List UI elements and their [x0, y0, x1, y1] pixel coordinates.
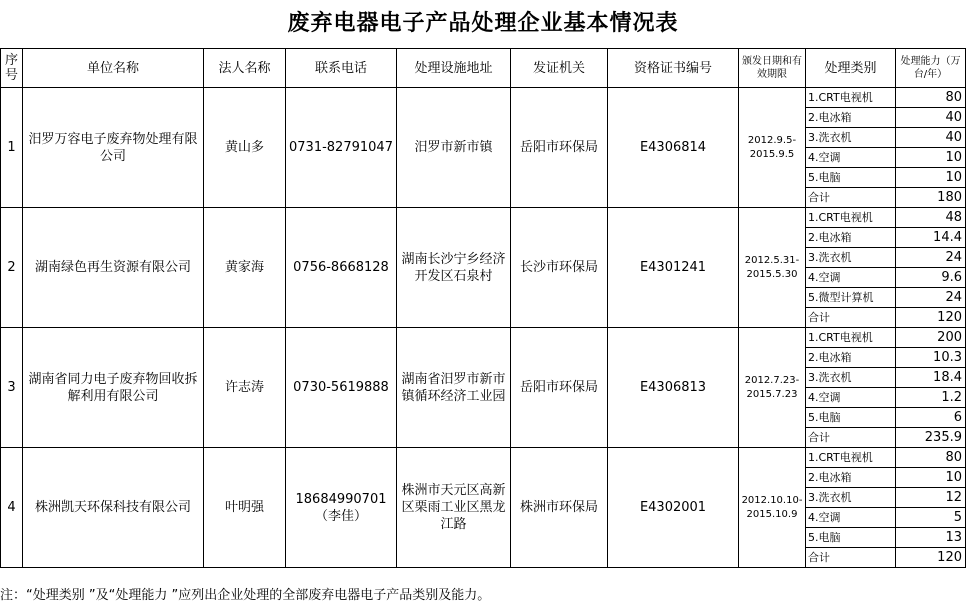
- header-address: 处理设施地址: [397, 49, 511, 88]
- cell-category: 3.洗衣机: [806, 488, 896, 508]
- cell-phone: 0731-82791047: [286, 88, 397, 208]
- cell-seq: 3: [1, 328, 23, 448]
- cell-unit: 株洲凯天环保科技有限公司: [23, 448, 204, 568]
- cell-category: 合计: [806, 548, 896, 568]
- header-phone: 联系电话: [286, 49, 397, 88]
- cell-cert: E4306813: [608, 328, 739, 448]
- footnote: 注：“处理类别 ”及“处理能力 ”应列出企业处理的全部废弃电器电子产品类别及能力。: [0, 588, 491, 603]
- cell-category: 4.空调: [806, 388, 896, 408]
- cell-category: 5.微型计算机: [806, 288, 896, 308]
- header-unit: 单位名称: [23, 49, 204, 88]
- cell-capacity: 12: [896, 488, 966, 508]
- cell-category: 3.洗衣机: [806, 128, 896, 148]
- cell-unit: 汨罗万容电子废弃物处理有限公司: [23, 88, 204, 208]
- cell-seq: 2: [1, 208, 23, 328]
- cell-capacity: 24: [896, 288, 966, 308]
- cell-category: 2.电冰箱: [806, 228, 896, 248]
- cell-category: 4.空调: [806, 508, 896, 528]
- cell-unit: 湖南绿色再生资源有限公司: [23, 208, 204, 328]
- cell-category: 5.电脑: [806, 168, 896, 188]
- cell-category: 合计: [806, 428, 896, 448]
- header-seq: 序号: [1, 49, 23, 88]
- table-body: [1, 88, 966, 568]
- cell-date: 2012.9.5-2015.9.5: [739, 88, 806, 208]
- cell-phone: 0730-5619888: [286, 328, 397, 448]
- header-capacity: 处理能力（万台/年）: [896, 49, 966, 88]
- cell-category: 3.洗衣机: [806, 248, 896, 268]
- cell-category: 4.空调: [806, 268, 896, 288]
- cell-capacity: 18.4: [896, 368, 966, 388]
- cell-cert: E4306814: [608, 88, 739, 208]
- header-date: 颁发日期和有效期限: [739, 49, 806, 88]
- cell-seq: 4: [1, 448, 23, 568]
- cell-capacity: 9.6: [896, 268, 966, 288]
- cell-date: 2012.7.23-2015.7.23: [739, 328, 806, 448]
- cell-address: 株洲市天元区高新区栗雨工业区黑龙江路: [397, 448, 511, 568]
- header-row: [1, 49, 966, 88]
- cell-unit: 湖南省同力电子废弃物回收拆解利用有限公司: [23, 328, 204, 448]
- header-category: 处理类别: [806, 49, 896, 88]
- cell-category: 合计: [806, 188, 896, 208]
- cell-phone: 0756-8668128: [286, 208, 397, 328]
- cell-category: 2.电冰箱: [806, 108, 896, 128]
- cell-category: 2.电冰箱: [806, 468, 896, 488]
- cell-address: 湖南长沙宁乡经济开发区石泉村: [397, 208, 511, 328]
- cell-category: 5.电脑: [806, 528, 896, 548]
- cell-capacity: 10: [896, 148, 966, 168]
- cell-category: 5.电脑: [806, 408, 896, 428]
- cell-capacity: 80: [896, 88, 966, 108]
- cell-capacity: 180: [896, 188, 966, 208]
- cell-capacity: 6: [896, 408, 966, 428]
- cell-category: 3.洗衣机: [806, 368, 896, 388]
- table-title: 废弃电器电子产品处理企业基本情况表: [287, 11, 679, 36]
- cell-capacity: 200: [896, 328, 966, 348]
- header-cert: 资格证书编号: [608, 49, 739, 88]
- cell-capacity: 1.2: [896, 388, 966, 408]
- cell-seq: 1: [1, 88, 23, 208]
- cell-capacity: 120: [896, 308, 966, 328]
- cell-legal: 许志涛: [204, 328, 286, 448]
- cell-authority: 株洲市环保局: [511, 448, 608, 568]
- cell-category: 1.CRT电视机: [806, 448, 896, 468]
- cell-cert: E4302001: [608, 448, 739, 568]
- cell-category: 2.电冰箱: [806, 348, 896, 368]
- cell-date: 2012.10.10-2015.10.9: [739, 448, 806, 568]
- cell-category: 1.CRT电视机: [806, 88, 896, 108]
- header-authority: 发证机关: [511, 49, 608, 88]
- cell-authority: 长沙市环保局: [511, 208, 608, 328]
- header-legal: 法人名称: [204, 49, 286, 88]
- cell-capacity: 5: [896, 508, 966, 528]
- table-row: [1, 448, 966, 468]
- cell-capacity: 40: [896, 108, 966, 128]
- cell-capacity: 13: [896, 528, 966, 548]
- cell-cert: E4301241: [608, 208, 739, 328]
- cell-legal: 黄山多: [204, 88, 286, 208]
- cell-address: 汨罗市新市镇: [397, 88, 511, 208]
- enterprise-table: [0, 48, 966, 568]
- cell-legal: 叶明强: [204, 448, 286, 568]
- cell-address: 湖南省汨罗市新市镇循环经济工业园: [397, 328, 511, 448]
- cell-category: 1.CRT电视机: [806, 208, 896, 228]
- cell-category: 1.CRT电视机: [806, 328, 896, 348]
- cell-category: 4.空调: [806, 148, 896, 168]
- cell-category: 合计: [806, 308, 896, 328]
- cell-capacity: 10: [896, 468, 966, 488]
- cell-date: 2012.5.31-2015.5.30: [739, 208, 806, 328]
- cell-capacity: 235.9: [896, 428, 966, 448]
- cell-legal: 黄家海: [204, 208, 286, 328]
- cell-capacity: 10.3: [896, 348, 966, 368]
- cell-phone: 18684990701（李佳）: [286, 448, 397, 568]
- table-row: [1, 328, 966, 348]
- cell-capacity: 24: [896, 248, 966, 268]
- cell-capacity: 48: [896, 208, 966, 228]
- cell-capacity: 120: [896, 548, 966, 568]
- table-row: [1, 208, 966, 228]
- cell-authority: 岳阳市环保局: [511, 328, 608, 448]
- cell-capacity: 10: [896, 168, 966, 188]
- cell-capacity: 40: [896, 128, 966, 148]
- cell-authority: 岳阳市环保局: [511, 88, 608, 208]
- cell-capacity: 14.4: [896, 228, 966, 248]
- table-row: [1, 88, 966, 108]
- cell-capacity: 80: [896, 448, 966, 468]
